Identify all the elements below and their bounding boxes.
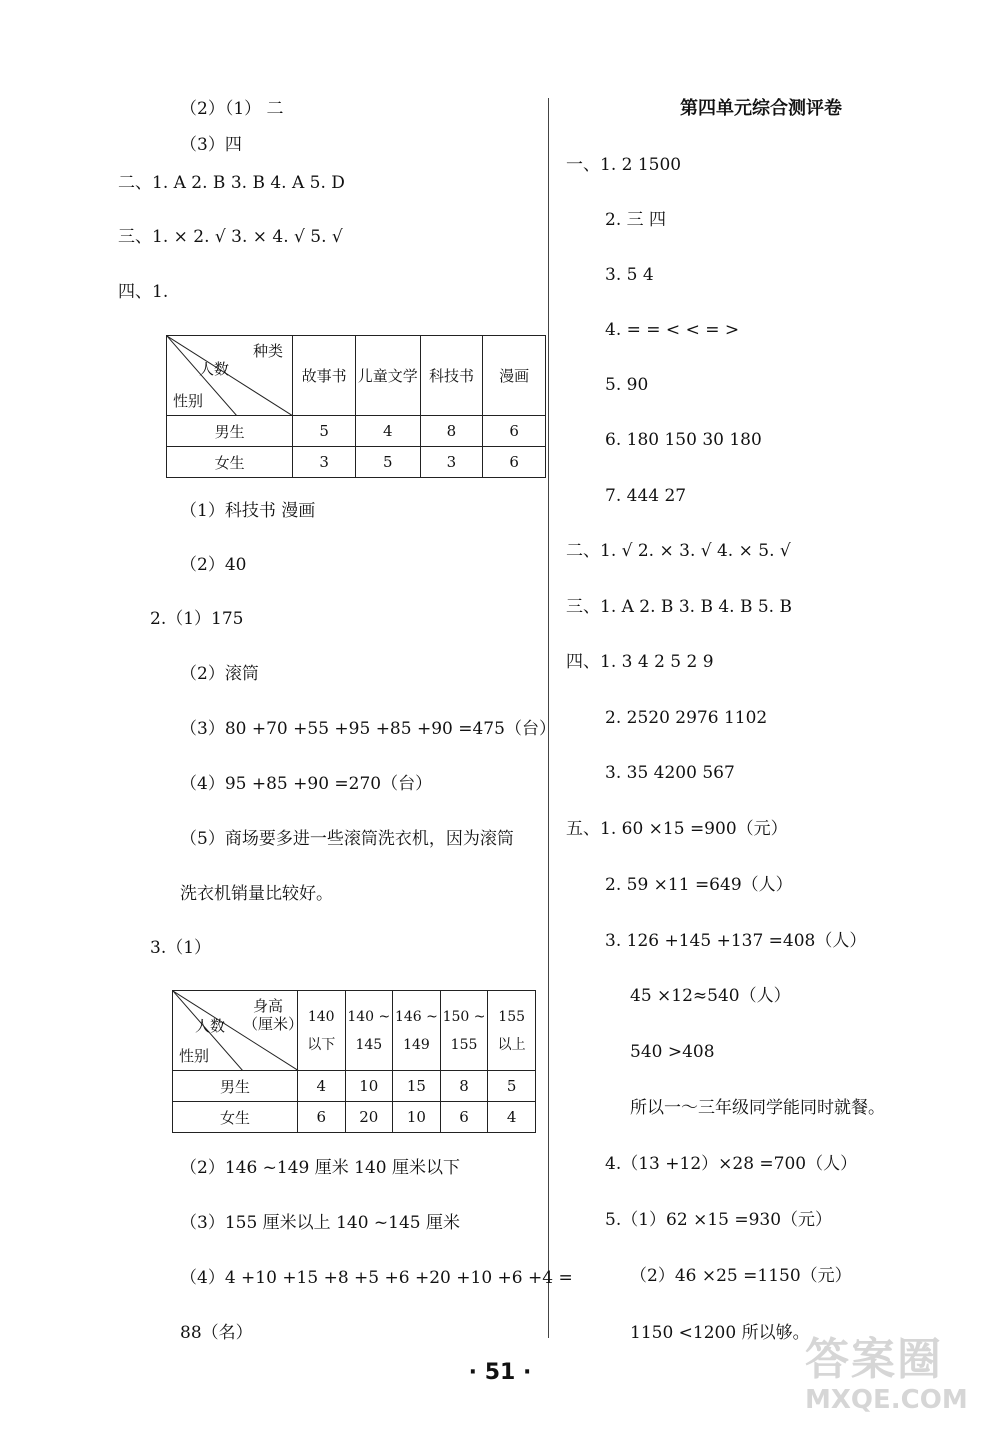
left-line: 2.（1）175 xyxy=(150,609,244,629)
table-header: 漫画 xyxy=(483,336,546,416)
left-line: 四、1. xyxy=(118,282,169,302)
left-line: （3）80 +70 +55 +95 +85 +90 =475（台） xyxy=(180,719,556,739)
table-header: 140 ~ 145 xyxy=(345,991,393,1071)
right-line: 五、1. 60 ×15 =900（元） xyxy=(566,819,788,839)
right-line: 四、1. 3 4 2 5 2 9 xyxy=(566,652,714,672)
right-line: 5.（1）62 ×15 =930（元） xyxy=(605,1210,833,1230)
table-header: 科技书 xyxy=(420,336,483,416)
left-line: 三、1. × 2. √ 3. × 4. √ 5. √ xyxy=(118,227,343,247)
table-cell: 6 xyxy=(483,416,546,447)
table-cell: 10 xyxy=(345,1071,393,1102)
table-cell: 5 xyxy=(488,1071,536,1102)
right-line: 3. 126 +145 +137 =408（人） xyxy=(605,931,867,951)
table-cell: 6 xyxy=(440,1102,488,1133)
right-line: 一、1. 2 1500 xyxy=(566,155,682,175)
table-row xyxy=(167,447,546,478)
left-line: 88（名） xyxy=(180,1323,253,1343)
left-line: （2）146 ~149 厘米 140 厘米以下 xyxy=(180,1158,461,1178)
right-line: 3. 35 4200 567 xyxy=(605,763,735,783)
table-corner-cell xyxy=(167,336,293,416)
right-line: 6. 180 150 30 180 xyxy=(605,430,762,450)
right-line: 540 >408 xyxy=(630,1042,715,1062)
height-distribution-table xyxy=(172,990,536,1133)
left-line: （1）科技书 漫画 xyxy=(180,501,316,521)
table-cell: 4 xyxy=(297,1071,345,1102)
right-line: （2）46 ×25 =1150（元） xyxy=(630,1266,852,1286)
row-label: 女生 xyxy=(167,447,293,478)
corner-label-unit: （厘米） xyxy=(243,1015,304,1033)
left-line: （5）商场要多进一些滚筒洗衣机，因为滚筒 xyxy=(180,829,514,849)
book-preference-table xyxy=(166,335,546,478)
left-line: （2）滚筒 xyxy=(180,664,259,684)
left-line: 3.（1） xyxy=(150,938,212,958)
right-line: 4. = = < < = > xyxy=(605,320,740,340)
right-line: 4.（13 +12）×28 =700（人） xyxy=(605,1154,858,1174)
corner-label-gender: 性别 xyxy=(173,392,204,410)
row-label: 男生 xyxy=(173,1071,298,1102)
table-header: 140 以下 xyxy=(297,991,345,1071)
right-line: 三、1. A 2. B 3. B 4. B 5. B xyxy=(566,597,792,617)
right-line: 所以一～三年级同学能同时就餐。 xyxy=(630,1098,885,1118)
left-line: 洗衣机销量比较好。 xyxy=(180,884,333,904)
left-line: 二、1. A 2. B 3. B 4. A 5. D xyxy=(118,173,345,193)
table-cell: 20 xyxy=(345,1102,393,1133)
table-row xyxy=(173,1071,536,1102)
table-cell: 8 xyxy=(440,1071,488,1102)
left-line: （4）4 +10 +15 +8 +5 +6 +20 +10 +6 +4 = xyxy=(180,1268,573,1288)
table-cell: 6 xyxy=(297,1102,345,1133)
site-watermark xyxy=(805,1335,995,1425)
table-cell: 15 xyxy=(393,1071,441,1102)
table-cell: 8 xyxy=(420,416,483,447)
right-line: 7. 444 27 xyxy=(605,486,687,506)
table-corner-cell xyxy=(173,991,304,1071)
table-cell: 10 xyxy=(393,1102,441,1133)
table-header: 故事书 xyxy=(293,336,356,416)
left-line: （4）95 +85 +90 =270（台） xyxy=(180,774,433,794)
table-header: 155 以上 xyxy=(488,991,536,1071)
left-line: （2）（1） 二 xyxy=(180,99,284,119)
table-cell: 5 xyxy=(293,416,356,447)
left-line: （3）155 厘米以上 140 ~145 厘米 xyxy=(180,1213,461,1233)
table-row xyxy=(173,1102,536,1133)
right-line: 1150 <1200 所以够。 xyxy=(630,1323,810,1343)
right-line: 5. 90 xyxy=(605,375,649,395)
watermark-url: MXQE.COM xyxy=(805,1385,968,1415)
table-cell: 4 xyxy=(488,1102,536,1133)
table-row xyxy=(167,416,546,447)
corner-label-gender: 性别 xyxy=(179,1047,210,1065)
table-cell: 6 xyxy=(483,447,546,478)
row-label: 男生 xyxy=(167,416,293,447)
table-cell: 3 xyxy=(420,447,483,478)
right-line: 3. 5 4 xyxy=(605,265,654,285)
table-header: 150 ~ 155 xyxy=(440,991,488,1071)
right-line: 45 ×12≈540（人） xyxy=(630,986,791,1006)
table-cell: 3 xyxy=(293,447,356,478)
corner-label-height: 身高 xyxy=(253,997,284,1015)
right-line: 2. 三 四 xyxy=(605,210,667,230)
table-header: 儿童文学 xyxy=(355,336,420,416)
watermark-logo-text: 答案圈 xyxy=(805,1334,943,1385)
section-title: 第四单元综合测评卷 xyxy=(680,98,842,119)
corner-label-count: 人数 xyxy=(195,1017,226,1035)
left-line: （3）四 xyxy=(180,135,242,155)
table-cell: 4 xyxy=(355,416,420,447)
page-number: · 51 · xyxy=(468,1360,532,1385)
corner-label-count: 人数 xyxy=(199,360,230,378)
corner-label-category: 种类 xyxy=(253,342,284,360)
left-line: （2）40 xyxy=(180,555,247,575)
right-line: 二、1. √ 2. × 3. √ 4. × 5. √ xyxy=(566,541,791,561)
right-line: 2. 2520 2976 1102 xyxy=(605,708,768,728)
table-header: 146 ~ 149 xyxy=(393,991,441,1071)
right-line: 2. 59 ×11 =649（人） xyxy=(605,875,793,895)
row-label: 女生 xyxy=(173,1102,298,1133)
table-cell: 5 xyxy=(355,447,420,478)
